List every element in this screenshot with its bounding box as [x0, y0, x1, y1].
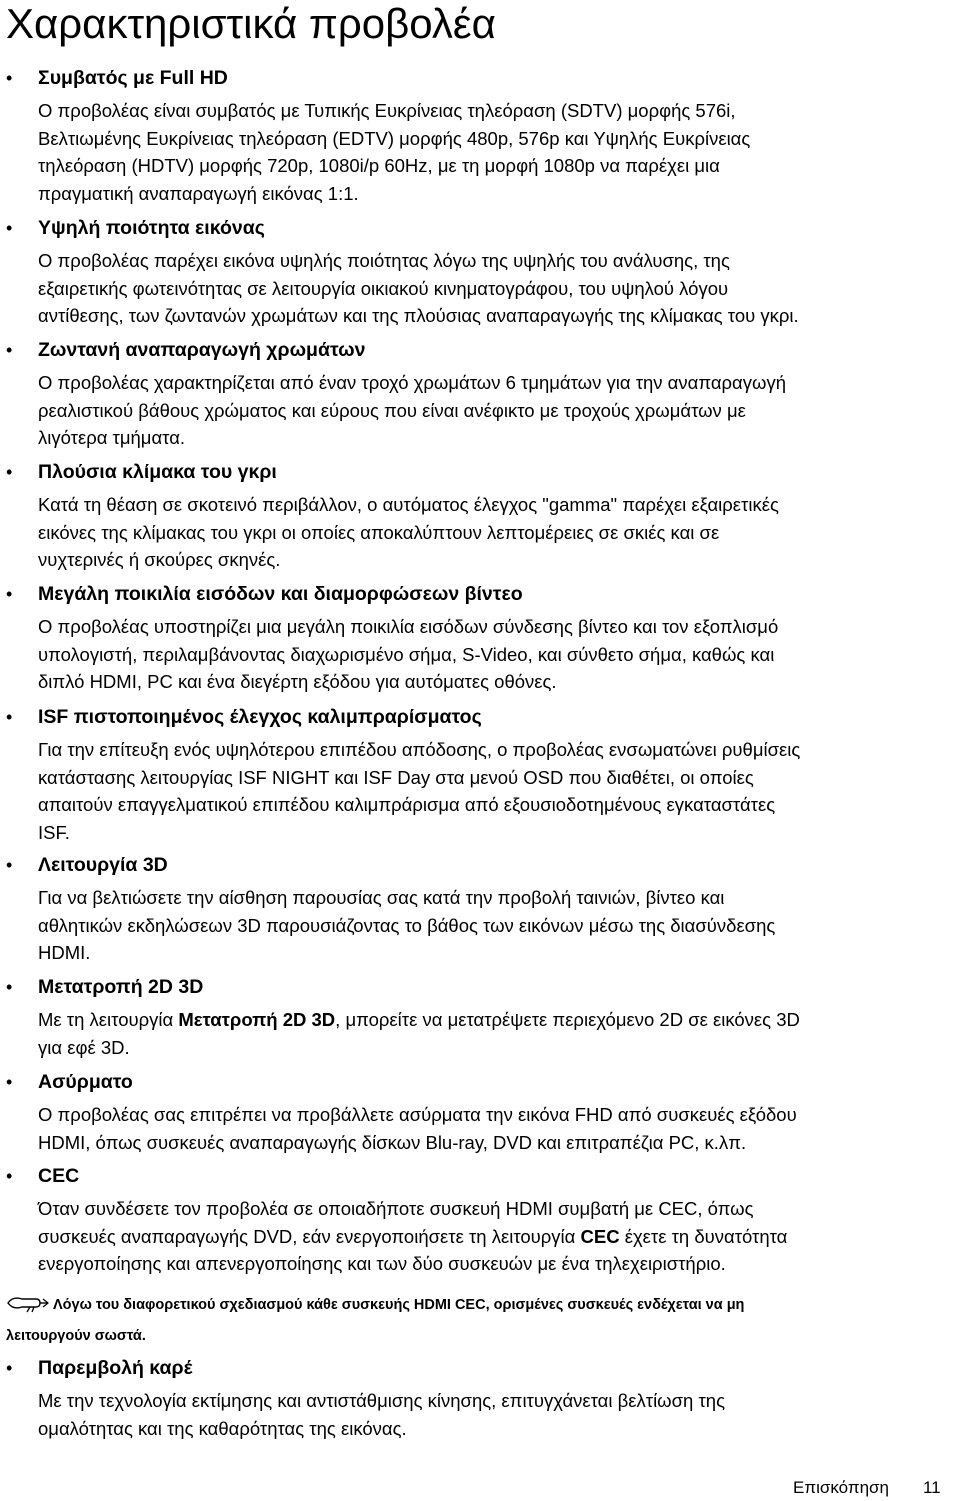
description-text: συσκευές αναπαραγωγής DVD, εάν ενεργοποιήσετε τη λειτουργία — [38, 1225, 581, 1247]
description-line: Με την τεχνολογία εκτίμησης και αντιστάθμισης κίνησης, επιτυγχάνεται βελτίωση της — [38, 1390, 725, 1411]
feature-title: Λειτουργία 3D — [38, 854, 168, 876]
feature-title: CEC — [38, 1165, 80, 1187]
description-text: , μπορείτε να μετατρέψετε περιεχόμενο 2D σε εικόνες 3D — [335, 1009, 800, 1030]
description-line: αντίθεσης, των ζωντανών χρωμάτων και της πλούσιας αναπαραγωγής της κλίμακας του γκρι. — [38, 305, 799, 326]
feature-title: Ζωντανή αναπαραγωγή χρωμάτων — [38, 339, 366, 361]
feature-description — [38, 97, 750, 207]
bullet-icon: • — [6, 1166, 13, 1186]
feature-description — [38, 369, 786, 452]
feature-description — [38, 491, 779, 574]
description-line: πραγματική αναπαραγωγή εικόνας 1:1. — [38, 182, 359, 204]
note-text: Λόγω του διαφορετικού σχεδιασμού κάθε συσκευής HDMI CEC, ορισμένες συσκευές ενδέχεται να μη — [53, 1297, 745, 1313]
note-line: λειτουργούν σωστά. — [6, 1328, 146, 1344]
description-line: HDMI, όπως συσκευές αναπαραγωγής δίσκων Blu-ray, DVD και επιτραπέζια PC, κ.λπ. — [38, 1131, 747, 1153]
description-line: Βελτιωμένης Ευκρίνειας τηλεόραση (EDTV) μορφής 480p, 576p και Υψηλής Ευκρίνειας — [38, 127, 751, 149]
description-line: λιγότερα τμήματα. — [38, 427, 186, 448]
description-line: ρεαλιστικού βάθους χρώματος και εύρους που είναι ανέφικτο με τροχούς χρωμάτων με — [38, 399, 746, 421]
feature-description — [38, 884, 775, 967]
bullet-icon: • — [6, 707, 13, 727]
page-title: Χαρακτηριστικά προβολέα — [6, 0, 496, 47]
footer-section-name: Επισκόπηση — [793, 1478, 889, 1497]
feature-description — [38, 736, 800, 846]
description-line: Όταν συνδέσετε τον προβολέα σε οποιαδήποτε συσκευή HDMI συμβατή με CEC, όπως — [38, 1198, 754, 1219]
feature-description — [38, 1195, 787, 1278]
feature-title: Υψηλή ποιότητα εικόνας — [38, 217, 265, 239]
page-number: 11 — [922, 1478, 941, 1497]
bullet-icon: • — [6, 218, 13, 238]
description-line: Κατά τη θέαση σε σκοτεινό περιβάλλον, ο αυτόματος έλεγχος "gamma" παρέχει εξαιρετικές — [38, 494, 779, 515]
description-line: ISF. — [38, 821, 70, 843]
feature-title: Ασύρματο — [38, 1071, 133, 1093]
bullet-icon: • — [6, 462, 13, 482]
feature-description — [38, 1006, 800, 1061]
description-line: ενεργοποίησης και απενεργοποίησης και των δύο συσκευών με ένα τηλεχειριστήριο. — [38, 1253, 726, 1274]
description-text: έχετε τη δυνατότητα — [619, 1225, 788, 1247]
description-text: Με τη λειτουργία — [38, 1009, 179, 1030]
feature-description — [38, 613, 778, 696]
bullet-icon: • — [6, 1358, 13, 1378]
description-line: Ο προβολέας παρέχει εικόνα υψηλής ποιότητας λόγω της υψηλής του ανάλυσης, της — [38, 250, 730, 271]
function-name: Μετατροπή 2D 3D — [178, 1009, 336, 1030]
feature-description — [38, 247, 799, 330]
description-line — [38, 1006, 800, 1034]
bullet-icon: • — [6, 68, 13, 88]
description-line: τηλεόραση (HDTV) μορφής 720p, 1080i/p 60Hz, με τη μορφή 1080p να παρέχει μια — [38, 155, 720, 176]
feature-title: ISF πιστοποιημένος έλεγχος καλιμπραρίσματος — [38, 706, 482, 728]
description-line: απαιτούν επαγγελματικού επιπέδου καλιμπράρισμα από εξουσιοδοτημένους εγκαταστάτες — [38, 794, 776, 815]
description-line — [38, 1223, 787, 1251]
description-line: για εφέ 3D. — [38, 1036, 130, 1058]
description-line: εικόνες της κλίμακας του γκρι οι οποίες αποκαλύπτουν λεπτομέρειες σε σκιές και σε — [38, 521, 720, 543]
feature-description — [38, 1101, 797, 1156]
page-footer — [793, 1478, 941, 1498]
description-line: Για την επίτευξη ενός υψηλότερου επιπέδου απόδοσης, ο προβολέας ενσωματώνει ρυθμίσεις — [38, 739, 801, 760]
function-name: CEC — [580, 1225, 620, 1247]
bullet-icon: • — [6, 855, 13, 875]
description-line: κατάστασης λειτουργίας ISF NIGHT και ISF Day στα μενού OSD που διαθέτει, οι οποίες — [38, 766, 754, 788]
description-line: Για να βελτιώσετε την αίσθηση παρουσίας σας κατά την προβολή ταινιών, βίντεο και — [38, 887, 725, 908]
cec-note — [6, 1292, 956, 1350]
feature-title: Παρεμβολή καρέ — [38, 1357, 193, 1379]
feature-title: Πλούσια κλίμακα του γκρι — [38, 461, 277, 483]
description-line: διπλό HDMI, PC και ένα διεγέρτη εξόδου για αυτόματες οθόνες. — [38, 671, 557, 692]
description-line: υπολογιστή, περιλαμβάνοντας διαχωρισμένο σήμα, S-Video, και σύνθετο σήμα, καθώς και — [38, 643, 775, 665]
feature-title: Συμβατός με Full HD — [38, 67, 228, 89]
description-line: Ο προβολέας χαρακτηρίζεται από έναν τροχό χρωμάτων 6 τμημάτων για την αναπαραγωγή — [38, 372, 786, 393]
description-line: Ο προβολέας υποστηρίζει μια μεγάλη ποικιλία εισόδων σύνδεσης βίντεο και τον εξοπλισμό — [38, 616, 779, 637]
bullet-icon: • — [6, 1072, 13, 1092]
description-line: νυχτερινές ή σκούρες σκηνές. — [38, 549, 281, 570]
bullet-icon: • — [6, 340, 13, 360]
feature-title: Μεγάλη ποικιλία εισόδων και διαμορφώσεων βίντεο — [38, 583, 523, 605]
description-line: ομαλότητας και της καθαρότητας της εικόνας. — [38, 1417, 407, 1439]
description-line: Ο προβολέας είναι συμβατός με Τυπικής Ευκρίνειας τηλεόραση (SDTV) μορφής 576i, — [38, 100, 736, 121]
bullet-icon: • — [6, 977, 13, 997]
feature-title: Μετατροπή 2D 3D — [38, 976, 204, 998]
bullet-icon: • — [6, 584, 13, 604]
note-pen-icon — [6, 1293, 50, 1323]
feature-description — [38, 1387, 725, 1442]
note-line — [6, 1292, 956, 1323]
description-line: Ο προβολέας σας επιτρέπει να προβάλλετε ασύρματα την εικόνα FHD από συσκευές εξόδου — [38, 1104, 797, 1125]
description-line: HDMI. — [38, 942, 91, 963]
description-line: εξαιρετικής φωτεινότητας σε λειτουργία οικιακού κινηματογράφου, του υψηλού λόγου — [38, 277, 729, 299]
description-line: αθλητικών εκδηλώσεων 3D παρουσιάζοντας το βάθος των εικόνων μέσω της διασύνδεσης — [38, 914, 776, 936]
